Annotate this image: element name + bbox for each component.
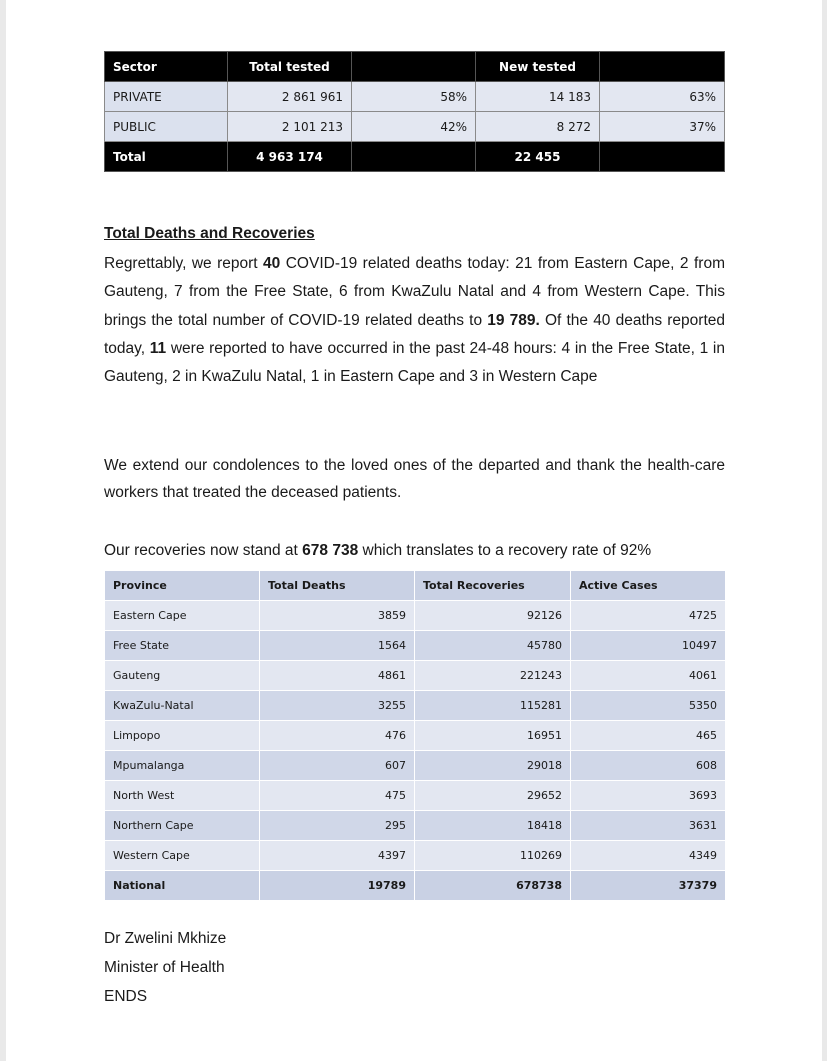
testing-table: [104, 51, 725, 172]
total-tested-sum: 4 963 174: [228, 142, 352, 172]
recoveries-cell: 110269: [415, 841, 571, 871]
sector-cell: PUBLIC: [105, 112, 228, 142]
header-sector: Sector: [105, 52, 228, 82]
province-table: [104, 570, 726, 901]
active-cell: 465: [571, 721, 726, 751]
active-cell: 5350: [571, 691, 726, 721]
ends-marker: ENDS: [104, 988, 148, 1005]
deaths-cell: 1564: [260, 631, 415, 661]
recoveries-cell: 16951: [415, 721, 571, 751]
new-tested-sum: 22 455: [476, 142, 600, 172]
table-row: [105, 82, 725, 112]
recoveries-paragraph: [104, 537, 725, 565]
header-total-tested: Total tested: [228, 52, 352, 82]
table-row: [105, 721, 726, 751]
deaths-cell: 476: [260, 721, 415, 751]
table-row: [105, 661, 726, 691]
header-total-pct: [352, 52, 476, 82]
empty-cell: [600, 142, 725, 172]
total-label: Total: [105, 142, 228, 172]
national-deaths: 19789: [260, 871, 415, 901]
province-name: KwaZulu-Natal: [105, 691, 260, 721]
new-tested-cell: 14 183: [476, 82, 600, 112]
deaths-today-count: 40: [263, 255, 281, 272]
recoveries-cell: 115281: [415, 691, 571, 721]
signatory-name: Dr Zwelini Mkhize: [104, 930, 227, 947]
recoveries-cell: 92126: [415, 601, 571, 631]
table-row: [105, 601, 726, 631]
text-run: which translates to a recovery rate of 92%: [358, 542, 652, 559]
condolences-paragraph: We extend our condolences to the loved ones of the departed and thank the health-care workers that treated the deceased patients.: [104, 457, 725, 501]
table-row: [105, 112, 725, 142]
text-run: COVID-19 related deaths today: 21 from Eastern Cape, 2 from Gauteng, 7 from the Free State, 6 from KwaZulu Natal and 4 from Western Cape. This brings the total number of COVID-19 related deaths to: [104, 255, 725, 329]
empty-cell: [352, 142, 476, 172]
total-deaths-count: 19 789.: [487, 311, 540, 329]
new-pct-cell: 37%: [600, 112, 725, 142]
active-cell: 4349: [571, 841, 726, 871]
province-name: North West: [105, 781, 260, 811]
table-row: [105, 781, 726, 811]
testing-table-header: [105, 52, 725, 82]
deaths-cell: 475: [260, 781, 415, 811]
active-cell: 10497: [571, 631, 726, 661]
recoveries-cell: 221243: [415, 661, 571, 691]
province-name: Free State: [105, 631, 260, 661]
text-run: Of the 40 deaths reported today,: [104, 311, 726, 357]
deaths-cell: 4861: [260, 661, 415, 691]
header-province: Province: [105, 571, 260, 601]
recoveries-cell: 18418: [415, 811, 571, 841]
signatory-title: Minister of Health: [104, 959, 225, 976]
table-row: [105, 691, 726, 721]
total-tested-cell: 2 861 961: [228, 82, 352, 112]
deaths-paragraph: [104, 250, 725, 391]
recoveries-cell: 29018: [415, 751, 571, 781]
deaths-cell: 295: [260, 811, 415, 841]
active-cell: 608: [571, 751, 726, 781]
signature-block: [104, 924, 226, 1011]
table-row: [105, 631, 726, 661]
province-name: Gauteng: [105, 661, 260, 691]
recoveries-count: 678 738: [302, 542, 359, 559]
deaths-cell: 4397: [260, 841, 415, 871]
sector-cell: PRIVATE: [105, 82, 228, 112]
text-run: Regrettably, we report: [104, 255, 264, 272]
province-name: Northern Cape: [105, 811, 260, 841]
header-new-tested: New tested: [476, 52, 600, 82]
page-edge-left: [0, 0, 6, 1061]
table-row: [105, 811, 726, 841]
header-total-deaths: Total Deaths: [260, 571, 415, 601]
province-table-header: [105, 571, 726, 601]
deaths-cell: 607: [260, 751, 415, 781]
province-name: Western Cape: [105, 841, 260, 871]
section-heading: Total Deaths and Recoveries: [104, 225, 315, 242]
header-total-recoveries: Total Recoveries: [415, 571, 571, 601]
text-run: were reported to have occurred in the past 24-48 hours: 4 in the Free State, 1 in Gauteng, 2 in KwaZulu Natal, 1 in Eastern Cape and 3 in Western Cape: [104, 339, 725, 386]
table-row: [105, 841, 726, 871]
total-pct-cell: 42%: [352, 112, 476, 142]
deaths-cell: 3255: [260, 691, 415, 721]
province-name: Mpumalanga: [105, 751, 260, 781]
deaths-cell: 3859: [260, 601, 415, 631]
page-edge-right: [822, 0, 827, 1061]
recent-deaths-count: 11: [149, 339, 167, 357]
total-tested-cell: 2 101 213: [228, 112, 352, 142]
testing-total-row: [105, 142, 725, 172]
active-cell: 4725: [571, 601, 726, 631]
active-cell: 4061: [571, 661, 726, 691]
national-active: 37379: [571, 871, 726, 901]
total-pct-cell: 58%: [352, 82, 476, 112]
province-name: Limpopo: [105, 721, 260, 751]
national-recoveries: 678738: [415, 871, 571, 901]
national-label: National: [105, 871, 260, 901]
active-cell: 3693: [571, 781, 726, 811]
recoveries-cell: 29652: [415, 781, 571, 811]
text-run: Our recoveries now stand at: [104, 542, 303, 559]
header-active-cases: Active Cases: [571, 571, 726, 601]
new-tested-cell: 8 272: [476, 112, 600, 142]
province-name: Eastern Cape: [105, 601, 260, 631]
table-row: [105, 751, 726, 781]
header-new-pct: [600, 52, 725, 82]
new-pct-cell: 63%: [600, 82, 725, 112]
active-cell: 3631: [571, 811, 726, 841]
recoveries-cell: 45780: [415, 631, 571, 661]
national-total-row: [105, 871, 726, 901]
